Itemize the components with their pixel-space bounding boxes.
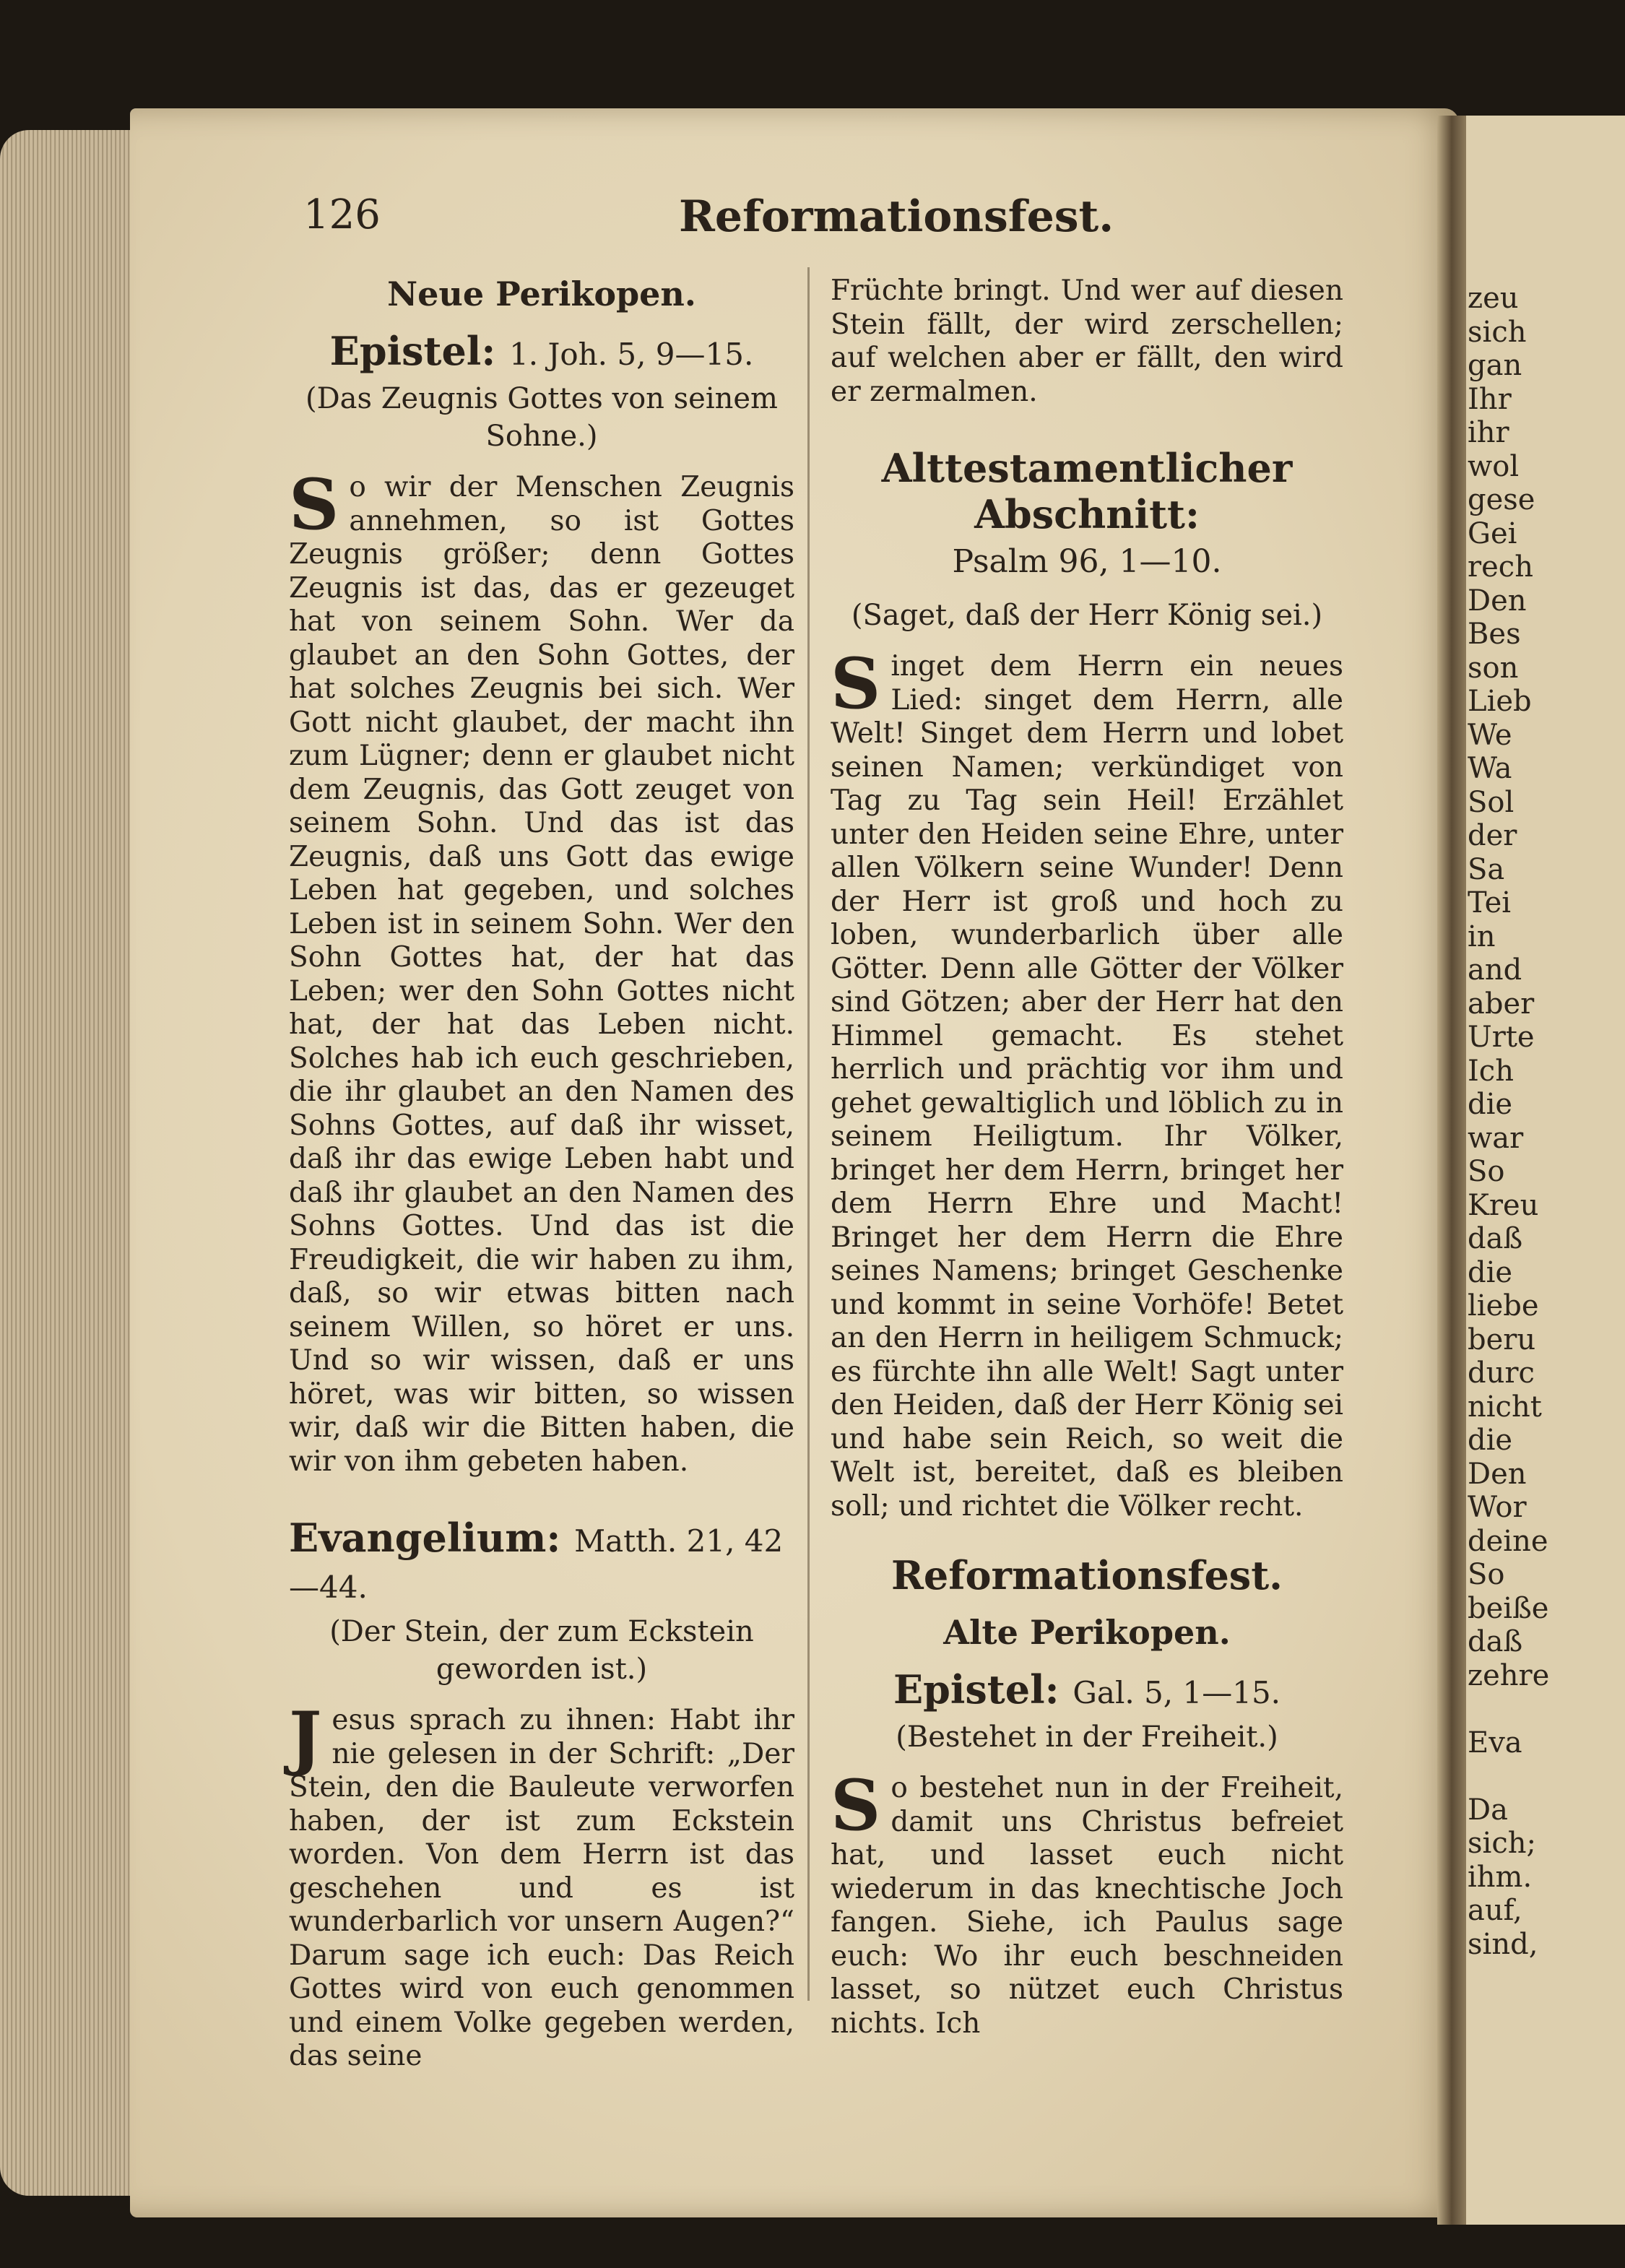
epistle-label	[289, 328, 794, 374]
gospel-dropcap: J	[289, 1697, 322, 1778]
adjacent-page-fragment: durc	[1468, 1356, 1535, 1390]
ot-subtitle: (Saget, daß der Herr König sei.)	[851, 599, 1323, 632]
epistle2-reference: Gal. 5, 1—15.	[1072, 1675, 1281, 1710]
adjacent-page-fragment: Den	[1468, 584, 1527, 618]
epistle2-body: o bestehet nun in der Freiheit, damit uns Christus befreiet hat, und lasset euch nicht wiederum in das knechtische Joch fangen. Siehe, ich Paulus sage euch: Wo ihr euch beschneiden lasset, so nützet euch Christus nichts. Ich	[831, 1772, 1343, 2040]
epistle2-subtitle: (Bestehet in der Freiheit.)	[896, 1721, 1278, 1754]
adjacent-page-fragment: sich;	[1468, 1827, 1536, 1860]
adjacent-page-fragment: Da	[1468, 1793, 1508, 1827]
adjacent-page-fragment: Sa	[1468, 852, 1505, 886]
epistle2-label	[831, 1666, 1343, 1713]
ot-text	[831, 643, 1343, 1523]
old-pericopes-heading: Alte Perikopen.	[943, 1613, 1231, 1652]
adjacent-page-fragment: So	[1468, 1155, 1505, 1188]
adjacent-page-fragment: Wor	[1468, 1491, 1527, 1524]
adjacent-page-fragment: deine	[1468, 1524, 1548, 1558]
adjacent-page-fragment: liebe	[1468, 1289, 1539, 1323]
adjacent-page-fragment: wol	[1468, 449, 1520, 483]
gospel-label	[289, 1515, 794, 1607]
gospel-body: esus sprach zu ihnen: Habt ihr nie gelesen in der Schrift: „Der Stein, den die Bauleute verworfen haben, der ist zum Eckstein worden. Von dem Herrn ist das geschehen und es ist wunderbarlich vor unsern Augen?“ Darum sage ich euch: Das Reich Gottes wird von euch genommen und einem Volke gegeben werden, das seine	[289, 1704, 794, 2072]
adjacent-page-fragment: Bes	[1468, 618, 1521, 651]
epistle2-text	[831, 1765, 1343, 2040]
page-header	[303, 191, 1459, 249]
epistle-label-text: Epistel:	[329, 328, 496, 374]
adjacent-page-fragment: zeu	[1468, 282, 1519, 315]
adjacent-page-fragment: die	[1468, 1255, 1513, 1289]
epistle-subtitle: (Das Zeugnis Gottes von seinem Sohne.)	[305, 382, 778, 453]
adjacent-page-fragment: beru	[1468, 1323, 1536, 1356]
adjacent-page	[1466, 116, 1625, 2225]
gospel-text	[289, 1697, 794, 2074]
adjacent-page-fragment: Urte	[1468, 1021, 1535, 1054]
adjacent-page-fragment: and	[1468, 953, 1522, 987]
adjacent-page-fragment: gan	[1468, 349, 1522, 382]
adjacent-page-fragment: der	[1468, 819, 1517, 852]
adjacent-page-fragment: Lieb	[1468, 685, 1532, 718]
ot-dropcap: S	[831, 643, 881, 724]
adjacent-page-fragment: Sol	[1468, 785, 1514, 819]
epistle2-dropcap: S	[831, 1765, 881, 1846]
feast-heading: Reformationsfest.	[891, 1552, 1283, 1598]
adjacent-page-fragment: ihr	[1468, 416, 1509, 449]
adjacent-page-fragment: die	[1468, 1088, 1513, 1121]
adjacent-page-fragment: Gei	[1468, 516, 1517, 550]
adjacent-page-fragment: sind,	[1468, 1927, 1538, 1961]
epistle-reference: 1. Joh. 5, 9—15.	[509, 337, 754, 372]
gospel-reference: Matth. 21, 42—44.	[289, 1523, 784, 1605]
adjacent-page-fragment: Tei	[1468, 886, 1512, 919]
adjacent-page-fragment: beiße	[1468, 1591, 1549, 1625]
book-gutter	[1437, 116, 1466, 2225]
adjacent-page-fragment: die	[1468, 1424, 1513, 1457]
adjacent-page-fragment: Ich	[1468, 1054, 1514, 1088]
adjacent-page-fragment: daß	[1468, 1625, 1523, 1658]
gospel-continuation: Früchte bringt. Und wer auf diesen Stein fällt, der wird zerschellen; auf welchen aber er fällt, den wird er zermalmen.	[831, 274, 1343, 408]
adjacent-page-fragment: rech	[1468, 550, 1533, 584]
adjacent-page-fragment: So	[1468, 1558, 1505, 1591]
new-pericopes-heading: Neue Perikopen.	[387, 274, 696, 313]
adjacent-page-fragment: zehre	[1468, 1658, 1550, 1692]
adjacent-page-fragment: We	[1468, 718, 1512, 752]
adjacent-page-fragment: Wa	[1468, 752, 1512, 785]
epistle-text	[289, 464, 794, 1479]
adjacent-page-fragment: son	[1468, 651, 1519, 685]
ot-body: inget dem Herrn ein neues Lied: singet dem Herrn, alle Welt! Singet dem Herrn und lobet seinen Namen; verkündiget von Tag zu Tag sein Heil! Erzählet unter den Heiden seine Ehre, unter allen Völkern seine Wunder! Denn der Herr ist groß und hoch zu loben, wunderbarlich über alle Götter. Denn alle Götter der Völker sind Götzen; aber der Herr hat den Himmel gemacht. Es stehet herrlich und prächtig vor ihm und gehet gewaltiglich und löblich zu in seinem Heiligtum. Ihr Völker, bringet her dem Herrn, bringet her dem Herrn Ehre und Macht! Bringet her dem Herrn die Ehre seines Namens; bringet Geschenke und kommt in seine Vorhöfe! Betet an den Herrn in heiligem Schmuck; es fürchte ihn alle Welt! Sagt unter den Heiden, daß der Herr König sei und habe sein Reich, so weit die Welt ist, bereitet, daß es bleiben soll; und richtet die Völker recht.	[831, 650, 1343, 1523]
right-column	[831, 274, 1343, 2040]
page-number: 126	[303, 191, 381, 238]
adjacent-page-fragment: in	[1468, 919, 1496, 953]
book-page-edges	[0, 130, 152, 2196]
running-title: Reformationsfest.	[679, 191, 1114, 242]
adjacent-page-fragment: gese	[1468, 483, 1535, 516]
left-column	[289, 274, 794, 2074]
gospel-subtitle: (Der Stein, der zum Eckstein geworden ist.)	[329, 1615, 754, 1686]
adjacent-page-fragment: Eva	[1468, 1726, 1522, 1760]
adjacent-page-fragment: ihm.	[1468, 1860, 1533, 1894]
adjacent-page-fragment: nicht	[1468, 1390, 1542, 1424]
adjacent-page-fragment: war	[1468, 1121, 1524, 1155]
ot-reference: Psalm 96, 1—10.	[952, 543, 1222, 580]
epistle-dropcap: S	[289, 464, 339, 545]
adjacent-page-fragment: daß	[1468, 1222, 1523, 1255]
column-divider	[807, 267, 810, 2001]
adjacent-page-fragment: sich	[1468, 315, 1527, 349]
adjacent-page-fragment: aber	[1468, 987, 1535, 1021]
adjacent-page-fragment: Kreu	[1468, 1188, 1539, 1222]
gospel-label-text: Evangelium:	[289, 1515, 561, 1561]
epistle-body: o wir der Menschen Zeugnis annehmen, so ist Gottes Zeugnis größer; denn Gottes Zeugnis ist das, das er gezeuget hat von seinem Sohn. Wer da glaubet an den Sohn Gottes, der hat solches Zeugnis bei sich. Wer Gott nicht glaubet, der macht ihn zum Lügner; denn er glaubet nicht dem Zeugnis, das Gott zeuget von seinem Sohn. Und das ist das Zeugnis, daß uns Gott das ewige Leben hat gegeben, und solches Leben ist in seinem Sohn. Wer den Sohn Gottes hat, der hat das Leben; wer den Sohn Gottes nicht hat, der hat das Leben nicht. Solches hab ich euch geschrieben, die ihr glaubet an den Namen des Sohns Gottes, auf daß ihr wisset, daß ihr das ewige Leben habt und daß ihr glaubet an den Namen des Sohns Gottes. Und das ist die Freudigkeit, die wir haben zu ihm, daß, so wir etwas bitten nach seinem Willen, so höret er uns. Und so wir wissen, daß er uns höret, was wir bitten, so wissen wir, daß wir die Bitten haben, die wir von ihm gebeten haben.	[289, 471, 794, 1478]
epistle2-label-text: Epistel:	[893, 1666, 1060, 1713]
adjacent-page-fragment: Ihr	[1468, 382, 1512, 416]
adjacent-page-fragment: Den	[1468, 1457, 1527, 1491]
ot-label: Alttestamentlicher Abschnitt:	[881, 445, 1293, 537]
adjacent-page-fragment: auf,	[1468, 1894, 1522, 1927]
